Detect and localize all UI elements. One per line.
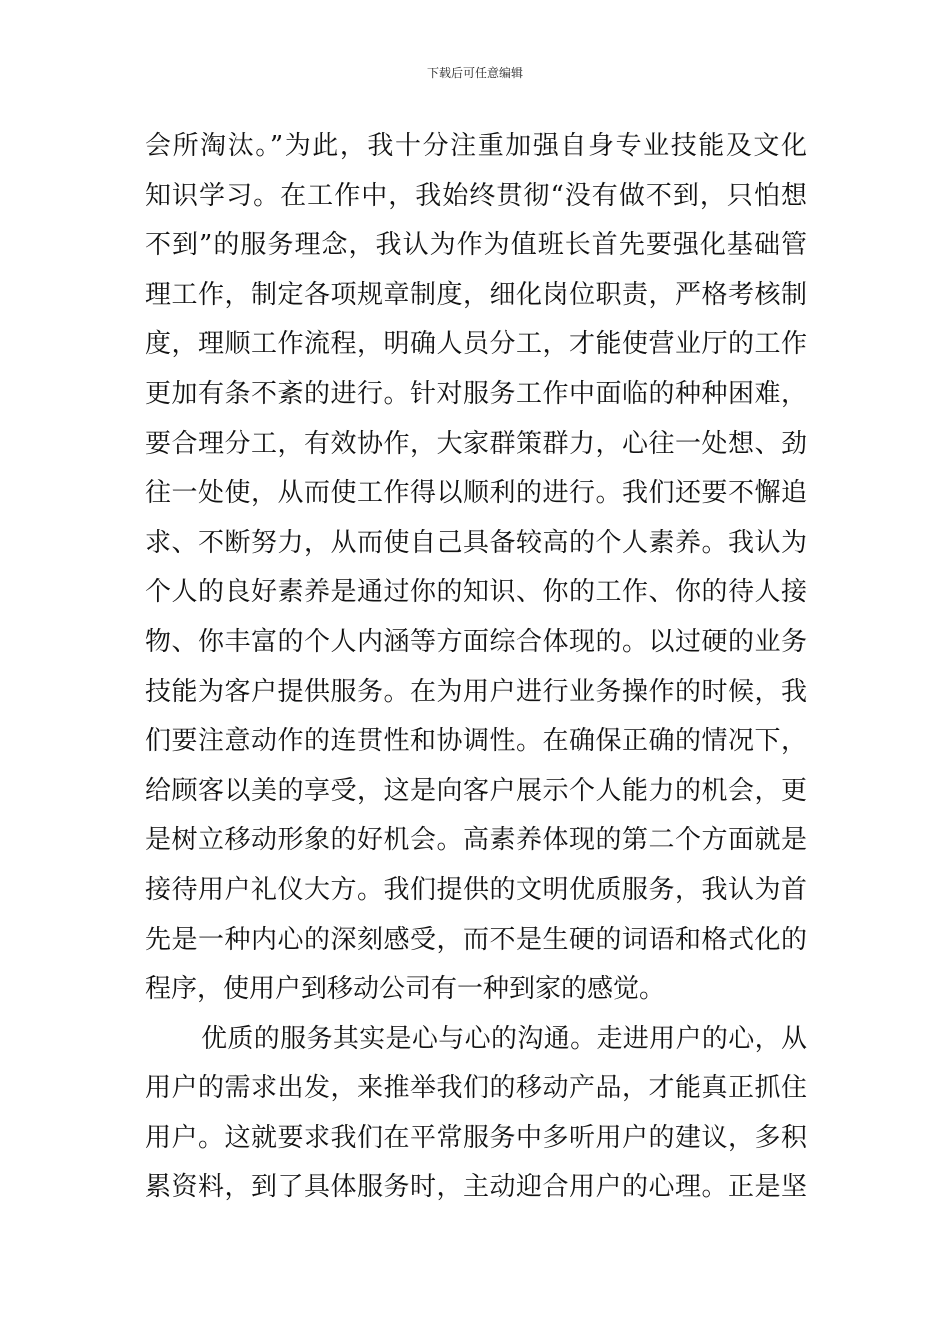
text-line: 先是一种内心的深刻感受，而不是生硬的词语和格式化的 bbox=[145, 924, 807, 955]
text-line: 优质的服务其实是心与心的沟通。走进用户的心，从 bbox=[201, 1023, 807, 1054]
text-line: 度，理顺工作流程，明确人员分工，才能使营业厅的工作 bbox=[145, 329, 807, 360]
text-line: 技能为客户提供服务。在为用户进行业务操作的时候，我 bbox=[145, 676, 807, 707]
text-line: 们要注意动作的连贯性和协调性。在确保正确的情况下， bbox=[145, 726, 807, 757]
text-line: 是树立移动形象的好机会。高素养体现的第二个方面就是 bbox=[145, 825, 807, 856]
body-text bbox=[145, 122, 807, 1213]
text-line: 用户的需求出发，来推举我们的移动产品，才能真正抓住 bbox=[145, 1073, 807, 1104]
text-line: 不到”的服务理念，我认为作为值班长首先要强化基础管 bbox=[145, 230, 807, 261]
page-header: 下载后可任意编辑 bbox=[426, 66, 523, 80]
text-line: 会所淘汰。”为此，我十分注重加强自身专业技能及文化 bbox=[145, 131, 807, 161]
text-line: 用户。这就要求我们在平常服务中多听用户的建议，多积 bbox=[145, 1122, 807, 1153]
text-line: 要合理分工，有效协作，大家群策群力，心往一处想、劲 bbox=[145, 428, 807, 459]
text-line: 物、你丰富的个人内涵等方面综合体现的。以过硬的业务 bbox=[145, 626, 807, 657]
text-line: 知识学习。在工作中，我始终贯彻“没有做不到，只怕想 bbox=[145, 180, 807, 211]
text-line: 接待用户礼仪大方。我们提供的文明优质服务，我认为首 bbox=[145, 874, 807, 905]
text-line: 往一处使，从而使工作得以顺利的进行。我们还要不懈追 bbox=[145, 478, 807, 509]
text-line: 程序，使用户到移动公司有一种到家的感觉。 bbox=[145, 974, 666, 1005]
text-line: 更加有条不紊的进行。针对服务工作中面临的种种困难， bbox=[145, 378, 807, 409]
text-line: 求、不断努力，从而使自己具备较高的个人素养。我认为 bbox=[145, 527, 807, 558]
text-line: 个人的良好素养是通过你的知识、你的工作、你的待人接 bbox=[145, 577, 807, 608]
text-line: 理工作，制定各项规章制度，细化岗位职责，严格考核制 bbox=[145, 279, 807, 310]
text-line: 累资料，到了具体服务时，主动迎合用户的心理。正是坚 bbox=[145, 1172, 807, 1203]
text-line: 给顾客以美的享受，这是向客户展示个人能力的机会，更 bbox=[145, 775, 807, 806]
